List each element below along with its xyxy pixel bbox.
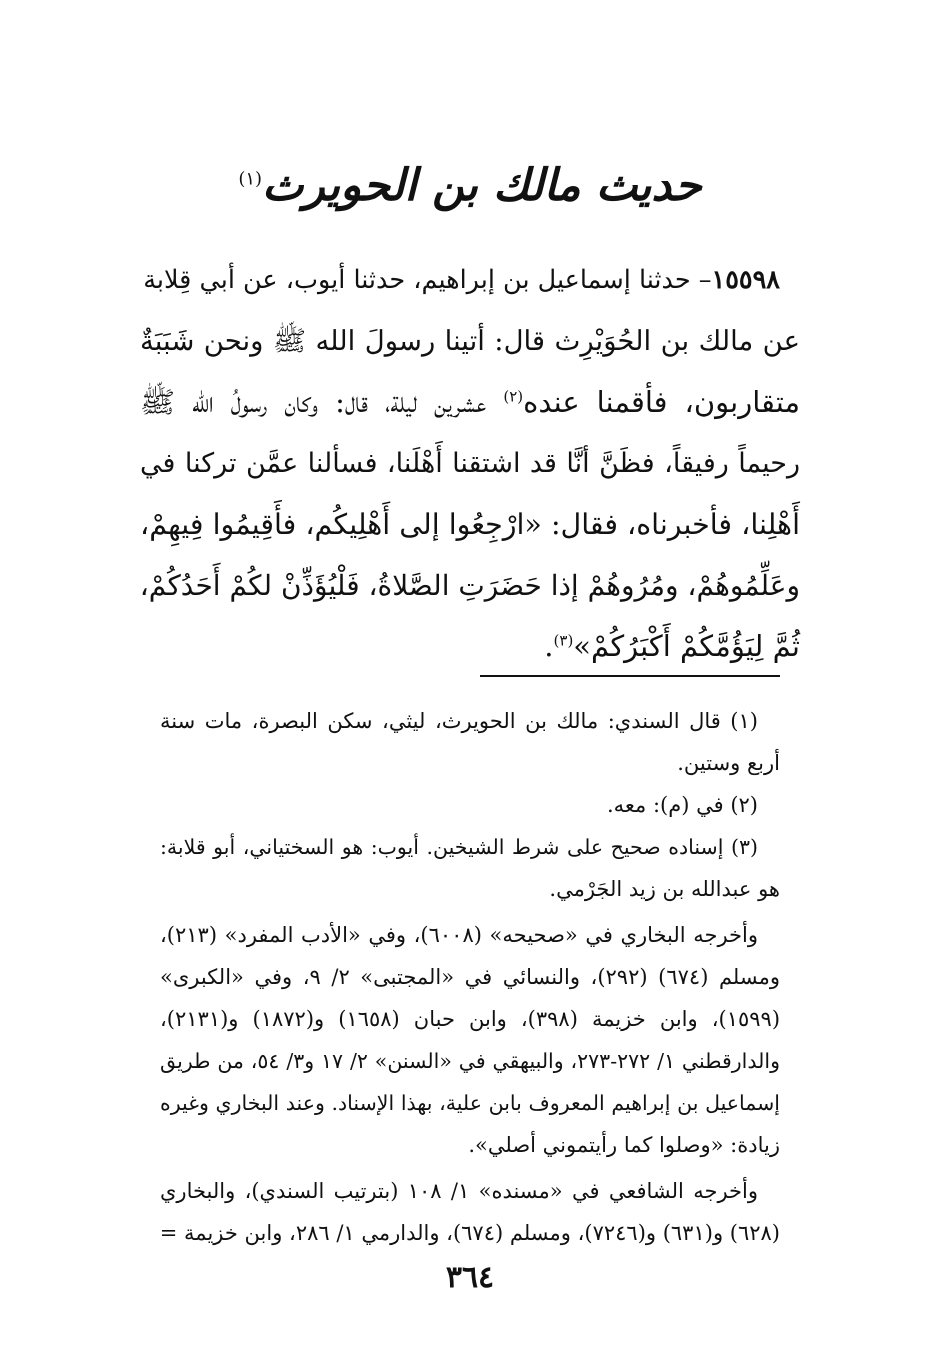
footnote-line: (١) قال السندي: مالك بن الحويرث، ليثي، سكن البصرة، مات سنة bbox=[160, 709, 758, 733]
footnotes bbox=[160, 700, 780, 1254]
hadith-line: ١٥٥٩٨– حدثنا إسماعيل بن إبراهيم، حدثنا أيوب، عن أبي قِلابة bbox=[143, 265, 780, 295]
hadith-line: عن مالك بن الحُوَيْرِث قال: أتينا رسولَ الله ﷺ ونحن شَبَبَةٌ bbox=[140, 325, 800, 357]
hadith-line: ثُمَّ لِيَؤُمَّكُمْ أَكْبَرُكُمْ»$^{(٣)}$. bbox=[544, 629, 800, 663]
footnote-line: زيادة: «وصلوا كما رأيتموني أصلي». bbox=[468, 1133, 780, 1157]
footnote-line: هو عبدالله بن زيد الجَرْمي. bbox=[549, 877, 780, 901]
hadith-text bbox=[140, 250, 800, 677]
hadith-line: متقاربون، فأقمنا عنده$^{(٢)}$ عشرين ليلة، قال: وكان رسولُ الله ﷺ bbox=[140, 385, 801, 419]
section-title-text: حديث مالك بن الحويرث bbox=[262, 160, 702, 211]
footnote-line: (٦٢٨) و(٦٣١) و(٧٢٤٦)، ومسلم (٦٧٤)، والدارمي ١/ ٢٨٦، وابن خزيمة = bbox=[159, 1221, 780, 1245]
hadith-line: أَهْلِنا، فأخبرناه، فقال: «ارْجِعُوا إلى أَهْلِيكُم، فأَقِيمُوا فِيهِمْ، bbox=[140, 508, 800, 541]
footnote-separator bbox=[480, 675, 780, 677]
title-footnote-marker: (١) bbox=[238, 168, 263, 190]
footnote-line: وأخرجه الشافعي في «مسنده» ١/ ١٠٨ (بترتيب السندي)، والبخاري bbox=[160, 1179, 758, 1203]
hadith-number: ١٥٥٩٨ bbox=[711, 265, 780, 295]
hadith-line: رحيماً رفيقاً، فظَنَّ أنَّا قد اشتقنا أَهْلَنا، فسألنا عمَّن تركنا في bbox=[140, 448, 800, 479]
footnote-line: (٣) إسناده صحيح على شرط الشيخين. أيوب: هو السختياني، أبو قلابة: bbox=[160, 835, 758, 859]
footnote-line: (٢) في (م): معه. bbox=[606, 793, 758, 817]
footnote-line: والدارقطني ١/ ٢٧٢-٢٧٣، والبيهقي في «السنن» ٢/ ١٧ و٣/ ٥٤، من طريق bbox=[160, 1049, 780, 1073]
footnote-line: ومسلم (٦٧٤) (٢٩٢)، والنسائي في «المجتبى» ٢/ ٩، وفي «الكبرى» bbox=[160, 965, 781, 989]
footnote-line: (١٥٩٩)، وابن خزيمة (٣٩٨)، وابن حبان (١٦٥٨) و(١٨٧٢) و(٢١٣١)، bbox=[160, 1007, 781, 1031]
footnote-line: إسماعيل بن إبراهيم المعروف بابن علية، بهذا الإسناد. وعند البخاري وغيره bbox=[160, 1091, 780, 1115]
footnote-line: وأخرجه البخاري في «صحيحه» (٦٠٠٨)، وفي «الأدب المفرد» (٢١٣)، bbox=[160, 923, 758, 947]
page-number: ٣٦٤ bbox=[445, 1260, 495, 1295]
footnote-marker-2: (٢) bbox=[503, 387, 524, 406]
section-title bbox=[0, 160, 940, 213]
footnote-line: أربع وستين. bbox=[677, 751, 780, 775]
hadith-line: وعَلِّمُوهُمْ، ومُرُوهُمْ إذا حَضَرَتِ الصَّلاةُ، فَلْيُؤَذِّنْ لكُمْ أَحَدُكُمْ، bbox=[139, 569, 800, 602]
footnote-marker-3: (٣) bbox=[553, 631, 574, 650]
